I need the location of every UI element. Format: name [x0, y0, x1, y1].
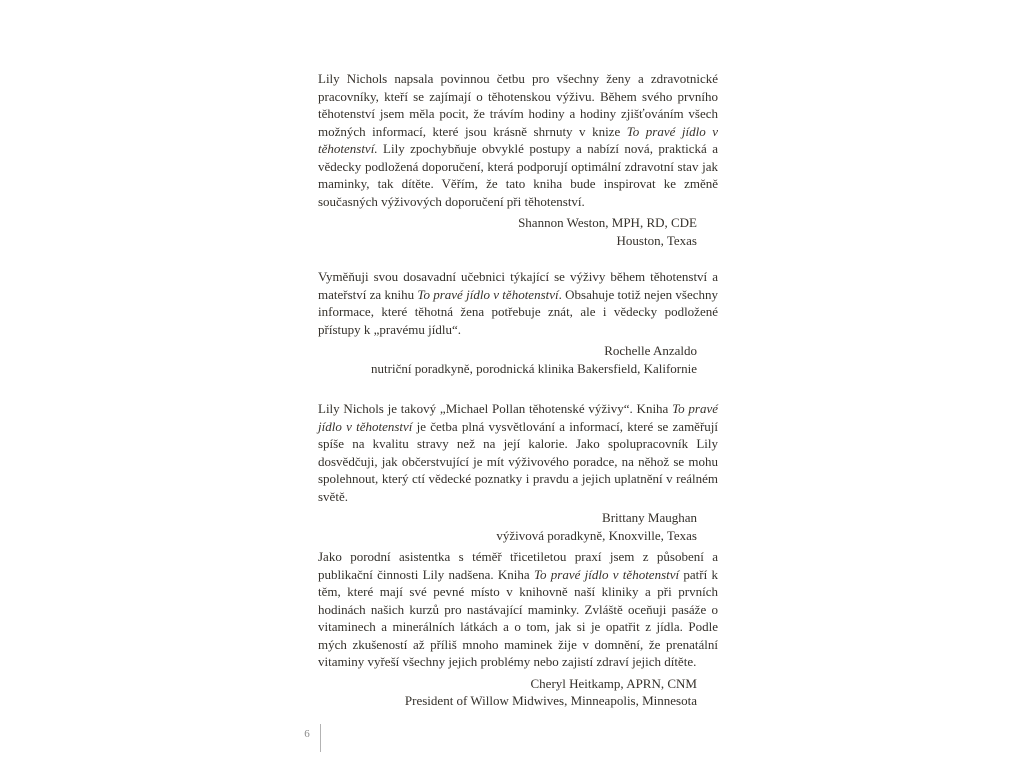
- testimonial-attribution: [318, 214, 718, 249]
- testimonial-block: [318, 548, 718, 710]
- attribution-title: nutriční poradkyně, porodnická klinika Bakersfield, Kalifornie: [371, 360, 697, 376]
- attribution-name: Rochelle Anzaldo: [604, 343, 697, 358]
- testimonial-quote: Jako porodní asistentka s téměř třicetiletou praxí jsem z působení a publikační činnosti Lily nadšena. Kniha To pravé jídlo v těhotenství patří k těm, které mají své pevné místo v knihovně naší kliniky a při prvních hodinách našich kurzů pro nastávající maminky. Zvláště oceňuji pasáže o vitaminech a minerálních látkách a o tom, jak si je opatřit z jídla. Podle mých zkušeností až příliš mnoho maminek žije v domnění, že prenatální vitaminy vyřeší všechny jejich problémy nebo zajistí zdraví jejich dítěte.: [318, 549, 718, 669]
- page-number: 6: [304, 728, 310, 740]
- testimonial-block: [318, 268, 718, 377]
- testimonial-attribution: [318, 509, 718, 544]
- attribution-name: Cheryl Heitkamp, APRN, CNM: [530, 675, 697, 691]
- attribution-location: Houston, Texas: [616, 232, 697, 248]
- attribution-name: Shannon Weston, MPH, RD, CDE: [518, 215, 697, 230]
- footer-divider-line: [320, 724, 321, 752]
- testimonial-quote: Vyměňuji svou dosavadní učebnici týkající se výživy během těhotenství a mateřství za knihu To pravé jídlo v těhotenství. Obsahuje totiž nejen všechny informace, které těhotná žena potřebuje znát, ale i vědecky podložené přístupy k „pravému jídlu“.: [318, 269, 718, 337]
- attribution-name: Brittany Maughan: [602, 510, 697, 525]
- testimonial-quote: Lily Nichols je takový „Michael Pollan těhotenské výživy“. Kniha To pravé jídlo v těhotenství je četba plná vysvětlování a informací, které se zaměřují spíše na kvalitu stravy než na její kalorie. Jako spolupracovník Lily dosvědčuji, jak občerstvující je mít výživového poradce, na něhož se mohu spolehnout, který ctí vědecké poznatky i pravdu a jejich uplatnění v reálném světě.: [318, 401, 718, 504]
- testimonial-block: [318, 70, 718, 249]
- attribution-title: výživová poradkyně, Knoxville, Texas: [496, 527, 697, 543]
- testimonial-block: [318, 400, 718, 544]
- testimonial-attribution: [318, 342, 718, 377]
- testimonial-attribution: [318, 675, 718, 710]
- attribution-title: President of Willow Midwives, Minneapolis, Minnesota: [404, 693, 697, 708]
- testimonial-quote: Lily Nichols napsala povinnou četbu pro všechny ženy a zdravotnické pracovníky, kteří se zajímají o těhotenskou výživu. Během svého prvního těhotenství jsem měla pocit, že trávím hodiny a hodiny zjišťováním všech možných informací, které jsou krásně shrnuty v knize To pravé jídlo v těhotenství. Lily zpochybňuje obvyklé postupy a nabízí nová, praktická a vědecky podložená doporučení, která podporují optimální zdravotní stav jak maminky, tak dítěte. Věřím, že tato kniha bude inspirovat ke změně současných výživových doporučení při těhotenství.: [318, 71, 718, 209]
